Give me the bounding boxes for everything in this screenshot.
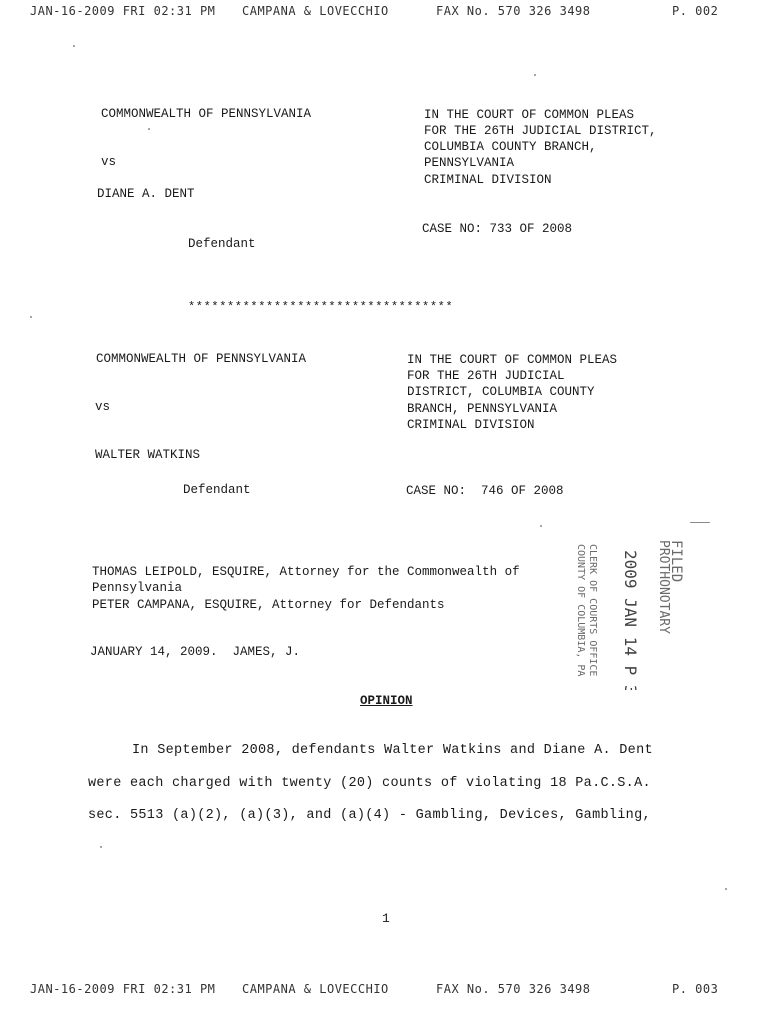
caption1-vs: vs: [101, 155, 117, 169]
body-line-2: were each charged with twenty (20) counts of violating 18 Pa.C.S.A.: [88, 776, 651, 791]
scan-speck: [73, 45, 75, 47]
body-line-3: sec. 5513 (a)(2), (a)(3), and (a)(4) - Gambling, Devices, Gambling,: [88, 808, 651, 823]
caption2-court-line2: FOR THE 26TH JUDICIAL: [407, 369, 565, 383]
scan-speck: [534, 74, 536, 76]
fax-sender: CAMPANA & LOVECCHIO: [242, 982, 389, 996]
attorney-commonwealth: THOMAS LEIPOLD, ESQUIRE, Attorney for the Commonwealth of: [92, 565, 520, 579]
stamp-line1: FILED: [668, 540, 684, 583]
scan-speck: [100, 846, 102, 848]
caption1-defendant-label: Defendant: [188, 237, 256, 251]
attorney-defendants: PETER CAMPANA, ESQUIRE, Attorney for Defendants: [92, 598, 445, 612]
caption1-court-line5: CRIMINAL DIVISION: [424, 173, 552, 187]
caption2-court-line1: IN THE COURT OF COMMON PLEAS: [407, 353, 618, 367]
caption2-court-line3: DISTRICT, COLUMBIA COUNTY: [407, 385, 595, 399]
scan-speck: [540, 525, 542, 527]
fax-page: P. 003: [672, 982, 719, 996]
stamp-line2: PROTHONOTARY: [656, 540, 671, 634]
attorney-commonwealth-cont: Pennsylvania: [92, 581, 183, 595]
fax-number: FAX No. 570 326 3498: [436, 982, 591, 996]
stamp-line3: 2009 JAN 14 P 3:32: [621, 550, 640, 690]
caption2-court-line5: CRIMINAL DIVISION: [407, 418, 535, 432]
fax-sender: CAMPANA & LOVECCHIO: [242, 4, 389, 18]
fax-date-time: JAN-16-2009 FRI 02:31 PM: [30, 982, 216, 996]
caption1-court-line2: FOR THE 26TH JUDICIAL DISTRICT,: [424, 124, 657, 138]
separator: **********************************: [188, 300, 454, 314]
date-judge: JANUARY 14, 2009. JAMES, J.: [90, 645, 301, 659]
filing-stamp: [560, 540, 720, 690]
caption1-plaintiff: COMMONWEALTH OF PENNSYLVANIA: [101, 107, 312, 121]
fax-date-time: JAN-16-2009 FRI 02:31 PM: [30, 4, 216, 18]
stamp-line4: CLERK OF COURTS OFFICE: [587, 544, 598, 677]
opinion-heading: OPINION: [360, 694, 413, 708]
caption1-court-line1: IN THE COURT OF COMMON PLEAS: [424, 108, 635, 122]
fax-header-top: [0, 4, 768, 24]
caption2-court-line4: BRANCH, PENNSYLVANIA: [407, 402, 558, 416]
fax-number: FAX No. 570 326 3498: [436, 4, 591, 18]
scan-speck: [148, 128, 150, 130]
caption2-defendant-name: WALTER WATKINS: [95, 448, 201, 462]
caption1-court-line4: PENNSYLVANIA: [424, 156, 515, 170]
fax-page: P. 002: [672, 4, 719, 18]
body-line-1: In September 2008, defendants Walter Watkins and Diane A. Dent: [132, 743, 653, 758]
scan-speck: [725, 888, 727, 890]
caption2-vs: vs: [95, 400, 111, 414]
caption1-case-no: CASE NO: 733 OF 2008: [422, 222, 573, 236]
caption2-case-no: CASE NO: 746 OF 2008: [406, 484, 564, 498]
stamp-line5: COUNTY OF COLUMBIA, PA: [575, 544, 586, 677]
scan-speck: [30, 316, 32, 318]
scan-speck: [690, 522, 710, 523]
page-number: 1: [382, 911, 390, 926]
caption2-plaintiff: COMMONWEALTH OF PENNSYLVANIA: [96, 352, 307, 366]
caption2-defendant-label: Defendant: [183, 483, 251, 497]
fax-header-bottom: [0, 982, 768, 1002]
caption1-court-line3: COLUMBIA COUNTY BRANCH,: [424, 140, 597, 154]
caption1-defendant-name: DIANE A. DENT: [97, 187, 195, 201]
